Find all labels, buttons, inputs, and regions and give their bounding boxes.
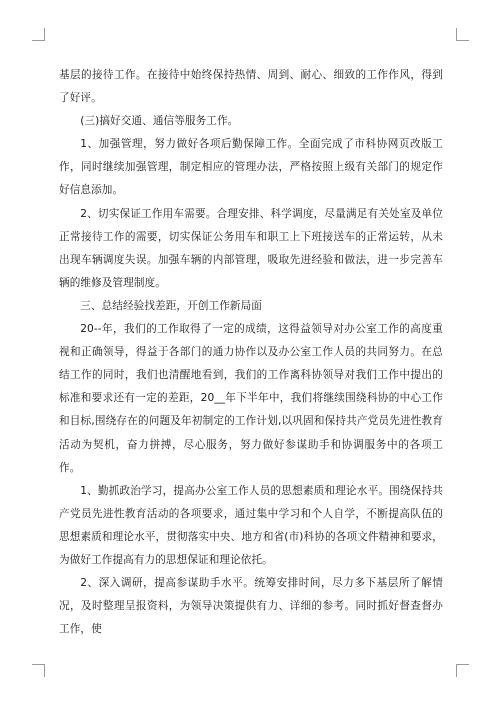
paragraph-8: 2、深入调研，提高参谋助手水平。统筹安排时间，尽力多下基层所了解情况，及时整理呈报资料，为领导决策提供有力、详细的参考。同时抓好督查督办工作，使 [59, 577, 443, 636]
paragraph-7: 1、勤抓政治学习，提高办公室工作人员的思想素质和理论水平。围绕保持共产党员先进性教育活动的各项要求，通过集中学习和个人自学，不断提高队伍的思想素质和理论水平，贯彻落实中央、地方和省(市)科协的各项文件精神和要求，为做好工作提高有力的思想保证和理论依托。 [59, 484, 443, 566]
paragraph-6: 20--年，我们的工作取得了一定的成绩，这得益领导对办公室工作的高度重视和正确领导，得益于各部门的通力协作以及办公室工作人员的共同努力。在总结工作的同时，我们也清醒地看到，我们的工作离科协领导对我们工作中提出的标准和要求还有一定的差距，20__年下半年中，我们将继续围绕科协的中心工作和目标,围绕存在的问题及年初制定的工作计划,以巩固和保持共产党员先进性教育活动为契机，奋力拼搏，尽心服务，努力做好参谋助手和协调服务中的各项工作。 [59, 323, 443, 474]
paragraph-2: (三)搞好交通、通信等服务工作。 [80, 115, 239, 128]
paragraph-1: 基层的接待工作。在接待中始终保持热情、周到、耐心、细致的工作作风，得到了好评。 [59, 69, 443, 105]
paragraph-5: 三、总结经验找差距，开创工作新局面 [80, 299, 262, 312]
crop-mark-top-left [32, 28, 45, 41]
document-body [59, 64, 443, 641]
crop-mark-bottom-right [456, 664, 469, 677]
paragraph-3: 1、加强管理，努力做好各项后勤保障工作。全面完成了市科协网页改版工作，同时继续加强管理，制定相应的管理办法，严格按照上级有关部门的规定作好信息添加。 [59, 138, 443, 197]
paragraph-4: 2、切实保证工作用车需要。合理安排、科学调度，尽量满足有关处室及单位正常接待工作的需要，切实保证公务用车和职工上下班接送车的正常运转，从未出现车辆调度失误。加强车辆的内部管理，吸取先进经验和做法，进一步完善车辆的维修及管理制度。 [59, 207, 443, 289]
crop-mark-top-right [456, 28, 469, 41]
crop-mark-bottom-left [32, 664, 45, 677]
